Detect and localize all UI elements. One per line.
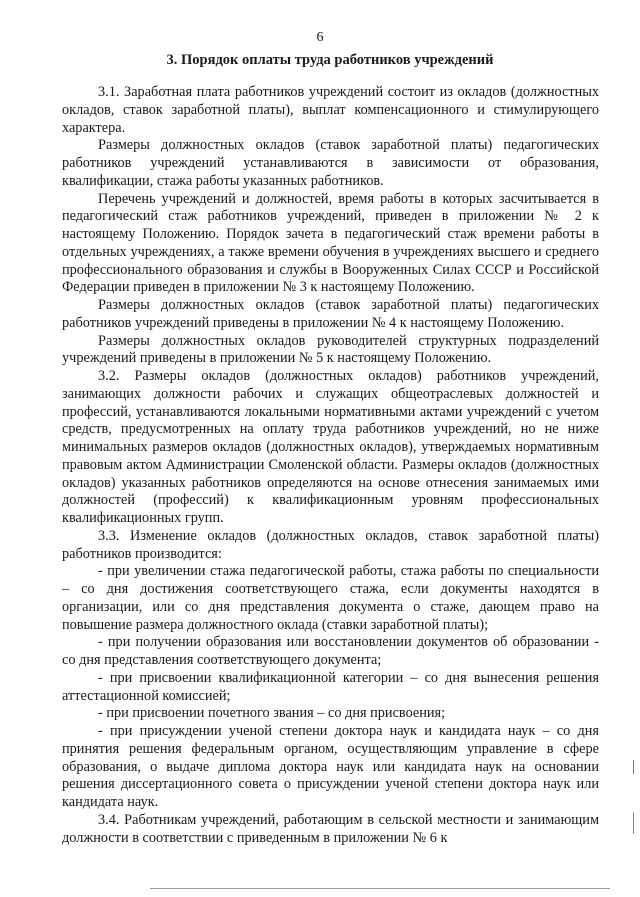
paragraph-3-2: 3.2. Размеры окладов (должностных окладов) работников учреждений, занимающих должности рабочих и служащих общеотраслевых должностей и профессий, устанавливаются локальными нормативными актами учреждений с учетом средств, предусмотренных на оплату труда работников учреждений, но не ниже минимальных размеров окладов (должностных окладов), утверждаемых нормативным правовым актом Администрации Смоленской области. Размеры окладов (должностных окладов) указанных работников определяются на основе отнесения занимаемых ими должностей (профессий) к квалификационным уровням профессиональных квалификационных групп. [62, 368, 599, 526]
document-body [62, 84, 599, 847]
list-item-education: - при получении образования или восстановлении документов об образовании - со дня представления соответствующего документа; [62, 634, 599, 668]
paragraph-3-3: 3.3. Изменение окладов (должностных окладов, ставок заработной платы) работников производится: [62, 527, 599, 562]
section-heading: 3. Порядок оплаты труда работников учреждений [166, 52, 494, 68]
paragraph-appendix-5: Размеры должностных окладов руководителей структурных подразделений учреждений приведены в приложении № 5 к настоящему Положению. [62, 332, 599, 367]
scan-bottom-rule [150, 888, 610, 889]
paragraph-institutions-list: Перечень учреждений и должностей, время работы в которых засчитывается в педагогический стаж работников учреждений, приведен в приложении № 2 к настоящему Положению. Порядок зачета в педагогический стаж времени работы в отдельных учреждениях, а также времени обучения в учреждениях высшего и среднего профессионального образования и службы в Вооруженных Силах СССР и Российской Федерации приведен в приложении № 3 к настоящему Положению. [62, 190, 599, 296]
scan-edge-mark [633, 812, 634, 834]
scan-edge-mark [633, 760, 634, 774]
list-item-academic-degree: - при присуждении ученой степени доктора наук и кандидата наук – со дня принятия решения федеральным органом, осуществляющим управление в сфере образования, о выдаче диплома доктора наук или кандидата наук на основании решения диссертационного совета о присуждении ученой степени доктора наук или кандидата наук. [62, 723, 599, 810]
list-item-honorary-title: - при присвоении почетного звания – со дня присвоения; [98, 705, 446, 722]
page-number: 6 [316, 30, 324, 45]
paragraph-salary-sizes: Размеры должностных окладов (ставок заработной платы) педагогических работников учреждений устанавливаются в зависимости от образования, квалификации, стажа работы указанных работников. [62, 137, 599, 189]
paragraph-3-1: 3.1. Заработная плата работников учреждений состоит из окладов (должностных окладов, ставок заработной платы), выплат компенсационного и стимулирующего характера. [62, 84, 599, 136]
paragraph-3-4: 3.4. Работникам учреждений, работающим в сельской местности и занимающим должности в соответствии с приведенным в приложении № 6 к [62, 811, 599, 846]
list-item-qualification: - при присвоении квалификационной категории – со дня вынесения решения аттестационной комиссией; [62, 669, 599, 704]
list-item-experience: - при увеличении стажа педагогической работы, стажа работы по специальности – со дня достижения соответствующего стажа, если документы находятся в организации, или со дня представления документа о стаже, дающем право на повышение размера должностного оклада (ставки заработной платы); [62, 563, 599, 633]
paragraph-appendix-4: Размеры должностных окладов (ставок заработной платы) педагогических работников учреждений приведены в приложении № 4 к настоящему Положению. [62, 297, 599, 331]
